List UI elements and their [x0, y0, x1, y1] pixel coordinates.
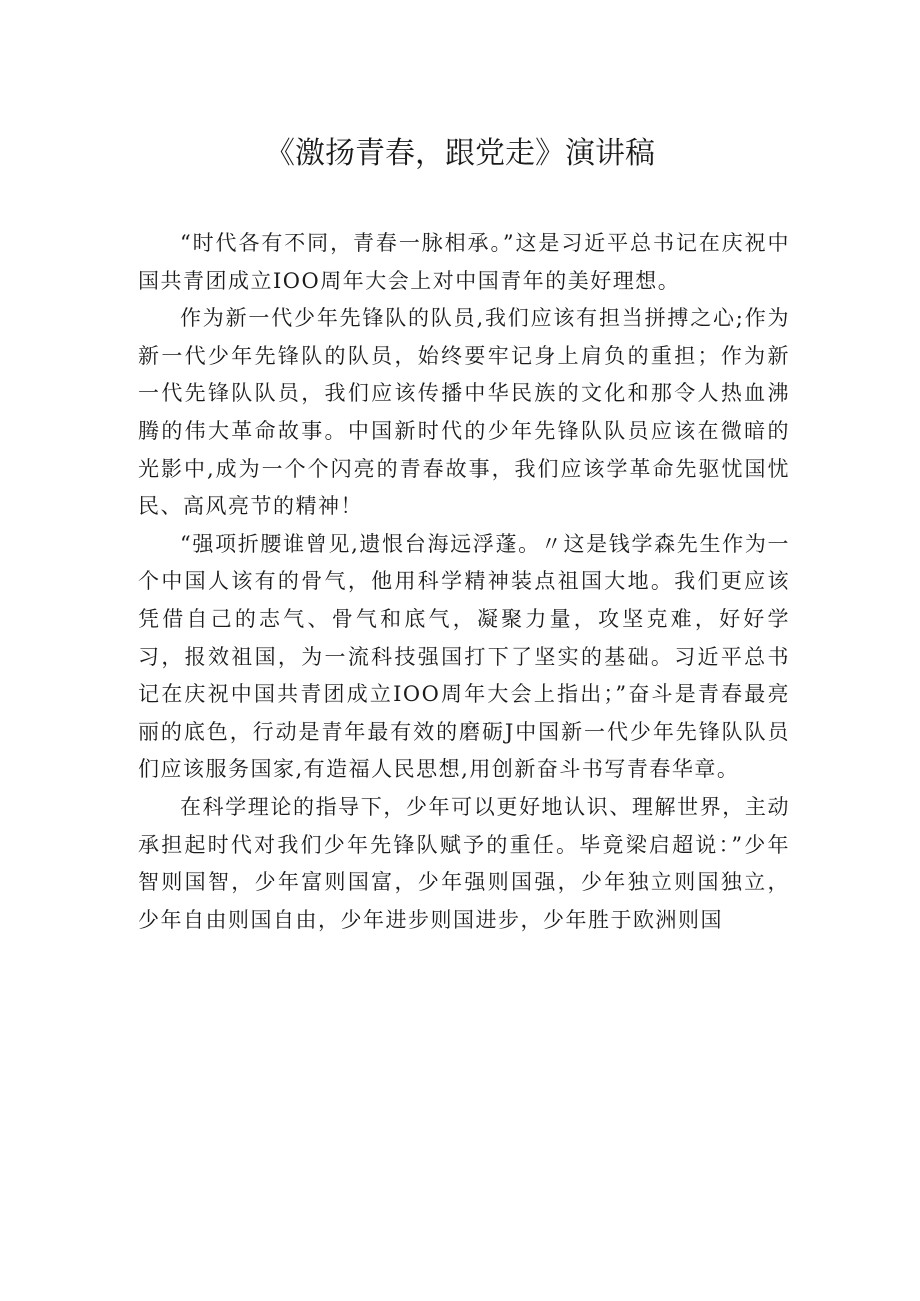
document-title: 《激扬青春，跟党走》演讲稿: [265, 136, 655, 171]
paragraph-4: 在科学理论的指导下，少年可以更好地认识、理解世界，主动承担起时代对我们少年先锋队赋予的重任。毕竟梁启超说：”少年智则国智，少年富则国富，少年强则国强，少年独立则国独立，少年自由则国自由，少年进步则国进步，少年胜于欧洲则国: [138, 794, 790, 932]
document-body: [138, 225, 790, 939]
paragraph-3: “强项折腰谁曾见,遗恨台海远浮蓬。〃这是钱学森先生作为一个中国人该有的骨气，他用科学精神装点祖国大地。我们更应该凭借自己的志气、骨气和底气，凝聚力量，攻坚克难，好好学习，报效祖国，为一流科技强国打下了坚实的基础。习近平总书记在庆祝中国共青团成立IOO周年大会上指出；”奋斗是青春最亮丽的底色，行动是青年最有效的磨砺J中国新一代少年先锋队队员们应该服务国家,有造福人民思想,用创新奋斗书写青春华章。: [138, 531, 790, 782]
paragraph-2: 作为新一代少年先锋队的队员,我们应该有担当拼搏之心;作为新一代少年先锋队的队员，始终要牢记身上肩负的重担；作为新一代先锋队队员，我们应该传播中华民族的文化和那令人热血沸腾的伟大革命故事。中国新时代的少年先锋队队员应该在微暗的光影中,成为一个个闪亮的青春故事，我们应该学革命先驱忧国忧民、高风亮节的精神！: [138, 306, 790, 519]
paragraph-1: “时代各有不同，青春一脉相承。”这是习近平总书记在庆祝中国共青团成立IOO周年大会上对中国青年的美好理想。: [138, 231, 790, 293]
